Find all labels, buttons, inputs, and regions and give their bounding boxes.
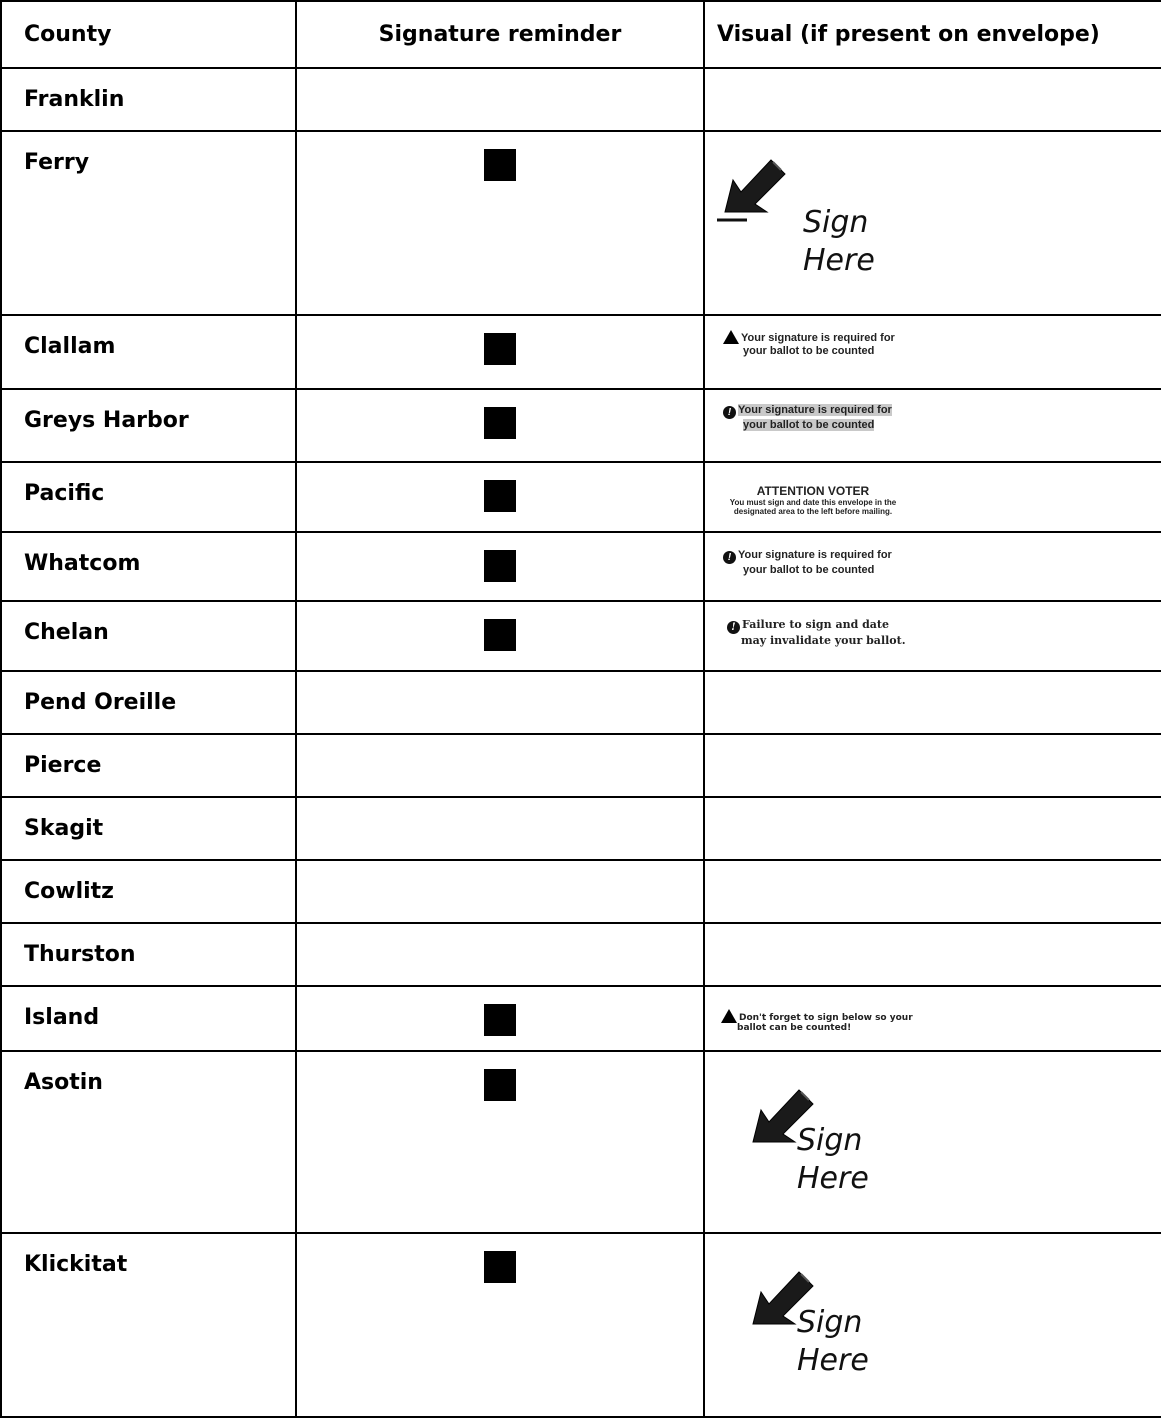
visual-cell	[704, 923, 1161, 986]
county-cell	[1, 923, 296, 986]
table-row	[1, 860, 1161, 923]
reminder-cell	[296, 532, 704, 601]
county-cell	[1, 734, 296, 797]
header-signature-reminder: Signature reminder	[296, 1, 704, 68]
reminder-cell	[296, 1051, 704, 1233]
county-name: Whatcom	[24, 551, 141, 576]
envelope-reminder-text: Don't forget to sign below so your ballot can be counted!	[721, 1009, 913, 1033]
warning-icon	[721, 1009, 737, 1023]
reminder-cell	[296, 131, 704, 315]
county-name: Asotin	[24, 1070, 103, 1095]
county-name: Franklin	[24, 87, 125, 112]
table-row	[1, 1233, 1161, 1417]
reminder-cell	[296, 1233, 704, 1417]
visual-cell	[704, 671, 1161, 734]
reminder-cell	[296, 734, 704, 797]
sign-here-text: Sign Here	[797, 1123, 869, 1196]
envelope-reminder-text: ! Your signature is required for your ballot to be counted	[723, 404, 892, 432]
table-row	[1, 986, 1161, 1051]
exclamation-icon: !	[727, 621, 740, 634]
visual-cell	[704, 1051, 1161, 1233]
reminder-cell	[296, 462, 704, 532]
table-row	[1, 601, 1161, 671]
county-name: Greys Harbor	[24, 408, 189, 433]
header-visual: Visual (if present on envelope)	[704, 1, 1161, 68]
table-row	[1, 797, 1161, 860]
county-cell	[1, 1051, 296, 1233]
county-cell	[1, 986, 296, 1051]
table-row	[1, 131, 1161, 315]
reminder-checkmark-box	[484, 1251, 516, 1283]
reminder-cell	[296, 315, 704, 389]
table-row	[1, 315, 1161, 389]
county-cell	[1, 860, 296, 923]
header-row	[1, 1, 1161, 68]
reminder-cell	[296, 986, 704, 1051]
county-name: Island	[24, 1005, 100, 1030]
reminder-checkmark-box	[484, 1069, 516, 1101]
sign-here-graphic	[715, 152, 795, 238]
arrow-icon	[715, 152, 795, 232]
reminder-checkmark-box	[484, 407, 516, 439]
visual-cell	[704, 389, 1161, 462]
visual-cell	[704, 315, 1161, 389]
table-row	[1, 671, 1161, 734]
county-name: Skagit	[24, 816, 104, 841]
county-name: Pierce	[24, 753, 102, 778]
table-row	[1, 923, 1161, 986]
reminder-checkmark-box	[484, 149, 516, 181]
visual-cell	[704, 532, 1161, 601]
envelope-reminder-text: Your signature is required for your ballot to be counted	[723, 330, 895, 358]
table-row	[1, 68, 1161, 131]
table-row	[1, 532, 1161, 601]
warning-icon	[723, 330, 739, 344]
visual-cell	[704, 462, 1161, 532]
reminder-checkmark-box	[484, 480, 516, 512]
county-cell	[1, 601, 296, 671]
visual-cell	[704, 601, 1161, 671]
reminder-cell	[296, 601, 704, 671]
reminder-cell	[296, 797, 704, 860]
table-row	[1, 462, 1161, 532]
envelope-reminder-text: ! Your signature is required for your ballot to be counted	[723, 549, 892, 577]
reminder-cell	[296, 68, 704, 131]
visual-cell	[704, 1233, 1161, 1417]
visual-cell	[704, 860, 1161, 923]
visual-cell	[704, 986, 1161, 1051]
visual-cell	[704, 734, 1161, 797]
county-name: Klickitat	[24, 1252, 128, 1277]
county-cell	[1, 532, 296, 601]
county-cell	[1, 797, 296, 860]
header-county: County	[1, 1, 296, 68]
county-cell	[1, 315, 296, 389]
county-cell	[1, 68, 296, 131]
visual-cell	[704, 68, 1161, 131]
county-cell	[1, 131, 296, 315]
reminder-cell	[296, 389, 704, 462]
reminder-cell	[296, 923, 704, 986]
exclamation-icon: !	[723, 406, 736, 419]
county-cell	[1, 671, 296, 734]
county-name: Clallam	[24, 334, 116, 359]
reminder-cell	[296, 671, 704, 734]
county-cell	[1, 1233, 296, 1417]
table-row	[1, 734, 1161, 797]
county-name: Ferry	[24, 150, 90, 175]
table-row	[1, 389, 1161, 462]
reminder-checkmark-box	[484, 333, 516, 365]
county-cell	[1, 462, 296, 532]
reminder-cell	[296, 860, 704, 923]
envelope-reminder-text: ! Failure to sign and date may invalidate your ballot.	[727, 618, 906, 647]
reminder-checkmark-box	[484, 1004, 516, 1036]
sign-here-text: Sign Here	[803, 205, 875, 278]
exclamation-icon: !	[723, 551, 736, 564]
county-name: Chelan	[24, 620, 109, 645]
table-row	[1, 1051, 1161, 1233]
county-name: Pend Oreille	[24, 690, 177, 715]
reminder-checkmark-box	[484, 619, 516, 651]
county-name: Thurston	[24, 942, 136, 967]
visual-cell	[704, 131, 1161, 315]
envelope-reminder-text: ATTENTION VOTER You must sign and date this envelope in the designated area to the left before mailing.	[729, 484, 897, 516]
county-name: Cowlitz	[24, 879, 114, 904]
county-name: Pacific	[24, 481, 105, 506]
county-cell	[1, 389, 296, 462]
reminder-checkmark-box	[484, 550, 516, 582]
sign-here-text: Sign Here	[797, 1305, 869, 1378]
visual-cell	[704, 797, 1161, 860]
